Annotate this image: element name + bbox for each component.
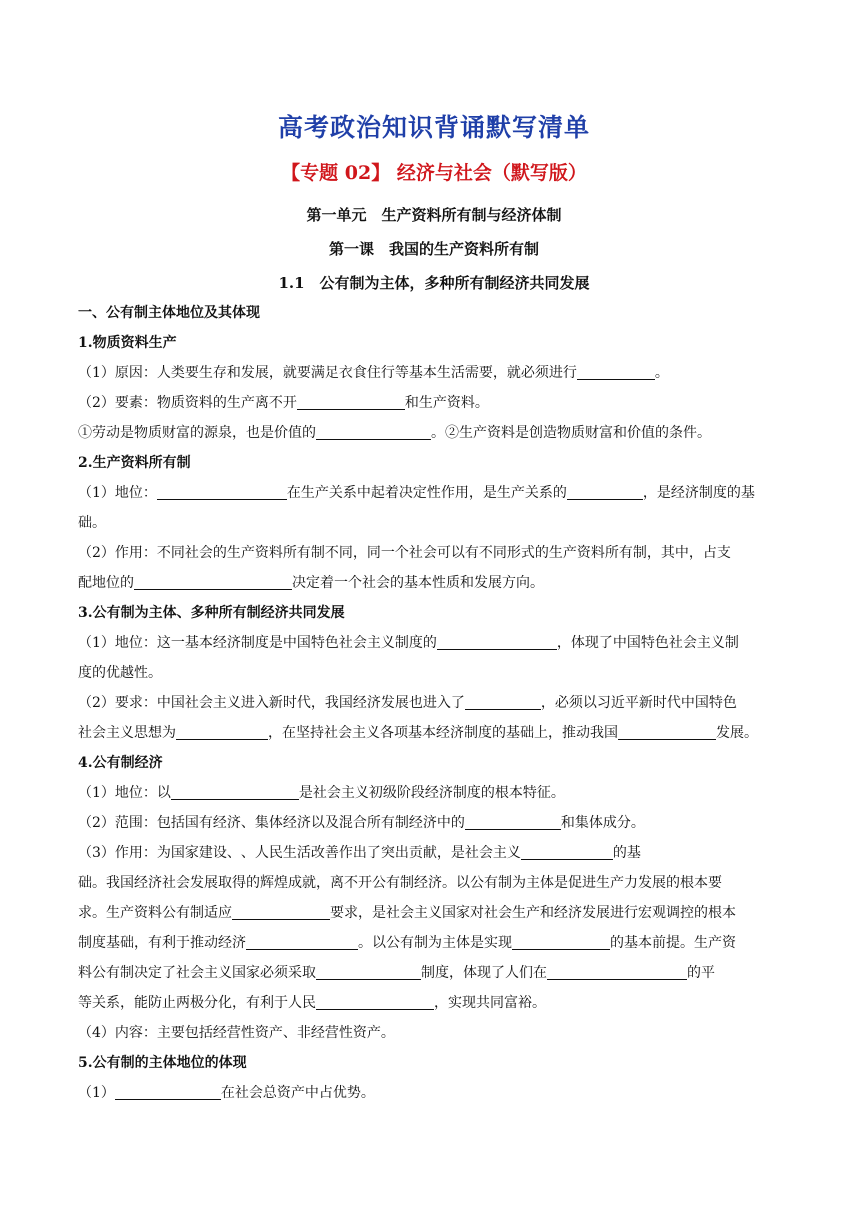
- paragraph: 制度基础，有利于推动经济 。以公有制为主体是实现 的基本前提。生产资: [78, 935, 736, 951]
- paragraph: （1） 在社会总资产中占优势。: [78, 1085, 375, 1101]
- fill-blank[interactable]: [246, 933, 358, 950]
- fill-blank[interactable]: [465, 813, 561, 830]
- fill-blank[interactable]: [618, 723, 716, 740]
- paragraph: 社会主义思想为 ，在坚持社会主义各项基本经济制度的基础上，推动我国 发展。: [78, 725, 758, 741]
- unit-heading: 第一单元 生产资料所有制与经济体制: [306, 206, 562, 224]
- section-heading: 1.1 公有制为主体，多种所有制经济共同发展: [278, 274, 590, 292]
- fill-blank[interactable]: [547, 963, 687, 980]
- subsection-heading-5: 5.公有制的主体地位的体现: [78, 1055, 247, 1071]
- paragraph: 度的优越性。: [78, 665, 162, 681]
- paragraph: （2）要素：物质资料的生产离不开 和生产资料。: [78, 395, 489, 411]
- paragraph: （1）地位： 在生产关系中起着决定性作用，是生产关系的 ，是经济制度的基: [78, 485, 755, 501]
- paragraph: （2）作用：不同社会的生产资料所有制不同，同一个社会可以有不同形式的生产资料所有制，其中，占支: [78, 545, 731, 561]
- fill-blank[interactable]: [176, 723, 268, 740]
- paragraph: 料公有制决定了社会主义国家必须采取 制度，体现了人们在 的平: [78, 965, 715, 981]
- subsection-heading-4: 4.公有制经济: [78, 755, 163, 771]
- paragraph: （2）范围：包括国有经济、集体经济以及混合所有制经济中的 和集体成分。: [78, 815, 645, 831]
- topic-subtitle: 【专题 02】 经济与社会（默写版）: [281, 162, 587, 184]
- paragraph: （4）内容：主要包括经营性资产、非经营性资产。: [78, 1025, 395, 1041]
- document-title: 高考政治知识背诵默写清单: [277, 113, 590, 142]
- fill-blank[interactable]: [157, 483, 287, 500]
- paragraph: （1）地位：这一基本经济制度是中国特色社会主义制度的 ，体现了中国特色社会主义制: [78, 635, 739, 651]
- part-heading: 一、公有制主体地位及其体现: [78, 305, 260, 321]
- fill-blank[interactable]: [512, 933, 610, 950]
- fill-blank[interactable]: [316, 993, 434, 1010]
- paragraph: 求。生产资料公有制适应 要求，是社会主义国家对社会生产和经济发展进行宏观调控的根本: [78, 905, 736, 921]
- paragraph: 配地位的 决定着一个社会的基本性质和发展方向。: [78, 575, 544, 591]
- subsection-heading-2: 2.生产资料所有制: [78, 455, 191, 471]
- fill-blank[interactable]: [437, 633, 557, 650]
- paragraph: （3）作用：为国家建设、、人民生活改善作出了突出贡献，是社会主义 的基: [78, 845, 641, 861]
- fill-blank[interactable]: [577, 363, 655, 380]
- paragraph: （1）地位：以 是社会主义初级阶段经济制度的根本特征。: [78, 785, 565, 801]
- paragraph: 础。: [78, 515, 106, 531]
- subsection-heading-3: 3.公有制为主体、多种所有制经济共同发展: [78, 605, 345, 621]
- fill-blank[interactable]: [115, 1083, 221, 1100]
- paragraph: （2）要求：中国社会主义进入新时代，我国经济发展也进入了 ，必须以习近平新时代中国特色: [78, 695, 737, 711]
- fill-blank[interactable]: [465, 693, 541, 710]
- paragraph: 础。我国经济社会发展取得的辉煌成就，离不开公有制经济。以公有制为主体是促进生产力发展的根本要: [78, 875, 722, 891]
- lesson-heading: 第一课 我国的生产资料所有制: [328, 240, 539, 258]
- fill-blank[interactable]: [316, 423, 431, 440]
- fill-blank[interactable]: [232, 903, 330, 920]
- subsection-heading-1: 1.物质资料生产: [78, 335, 177, 351]
- fill-blank[interactable]: [297, 393, 405, 410]
- document-body: [78, 298, 793, 1108]
- fill-blank[interactable]: [316, 963, 421, 980]
- fill-blank[interactable]: [171, 783, 299, 800]
- fill-blank[interactable]: [134, 573, 292, 590]
- fill-blank[interactable]: [567, 483, 643, 500]
- paragraph: 等关系，能防止两极分化，有利于人民 ，实现共同富裕。: [78, 995, 546, 1011]
- paragraph: （1）原因：人类要生存和发展，就要满足衣食住行等基本生活需要，就必须进行 。: [78, 365, 669, 381]
- fill-blank[interactable]: [521, 843, 613, 860]
- paragraph: ①劳动是物质财富的源泉，也是价值的 。②生产资料是创造物质财富和价值的条件。: [78, 425, 711, 441]
